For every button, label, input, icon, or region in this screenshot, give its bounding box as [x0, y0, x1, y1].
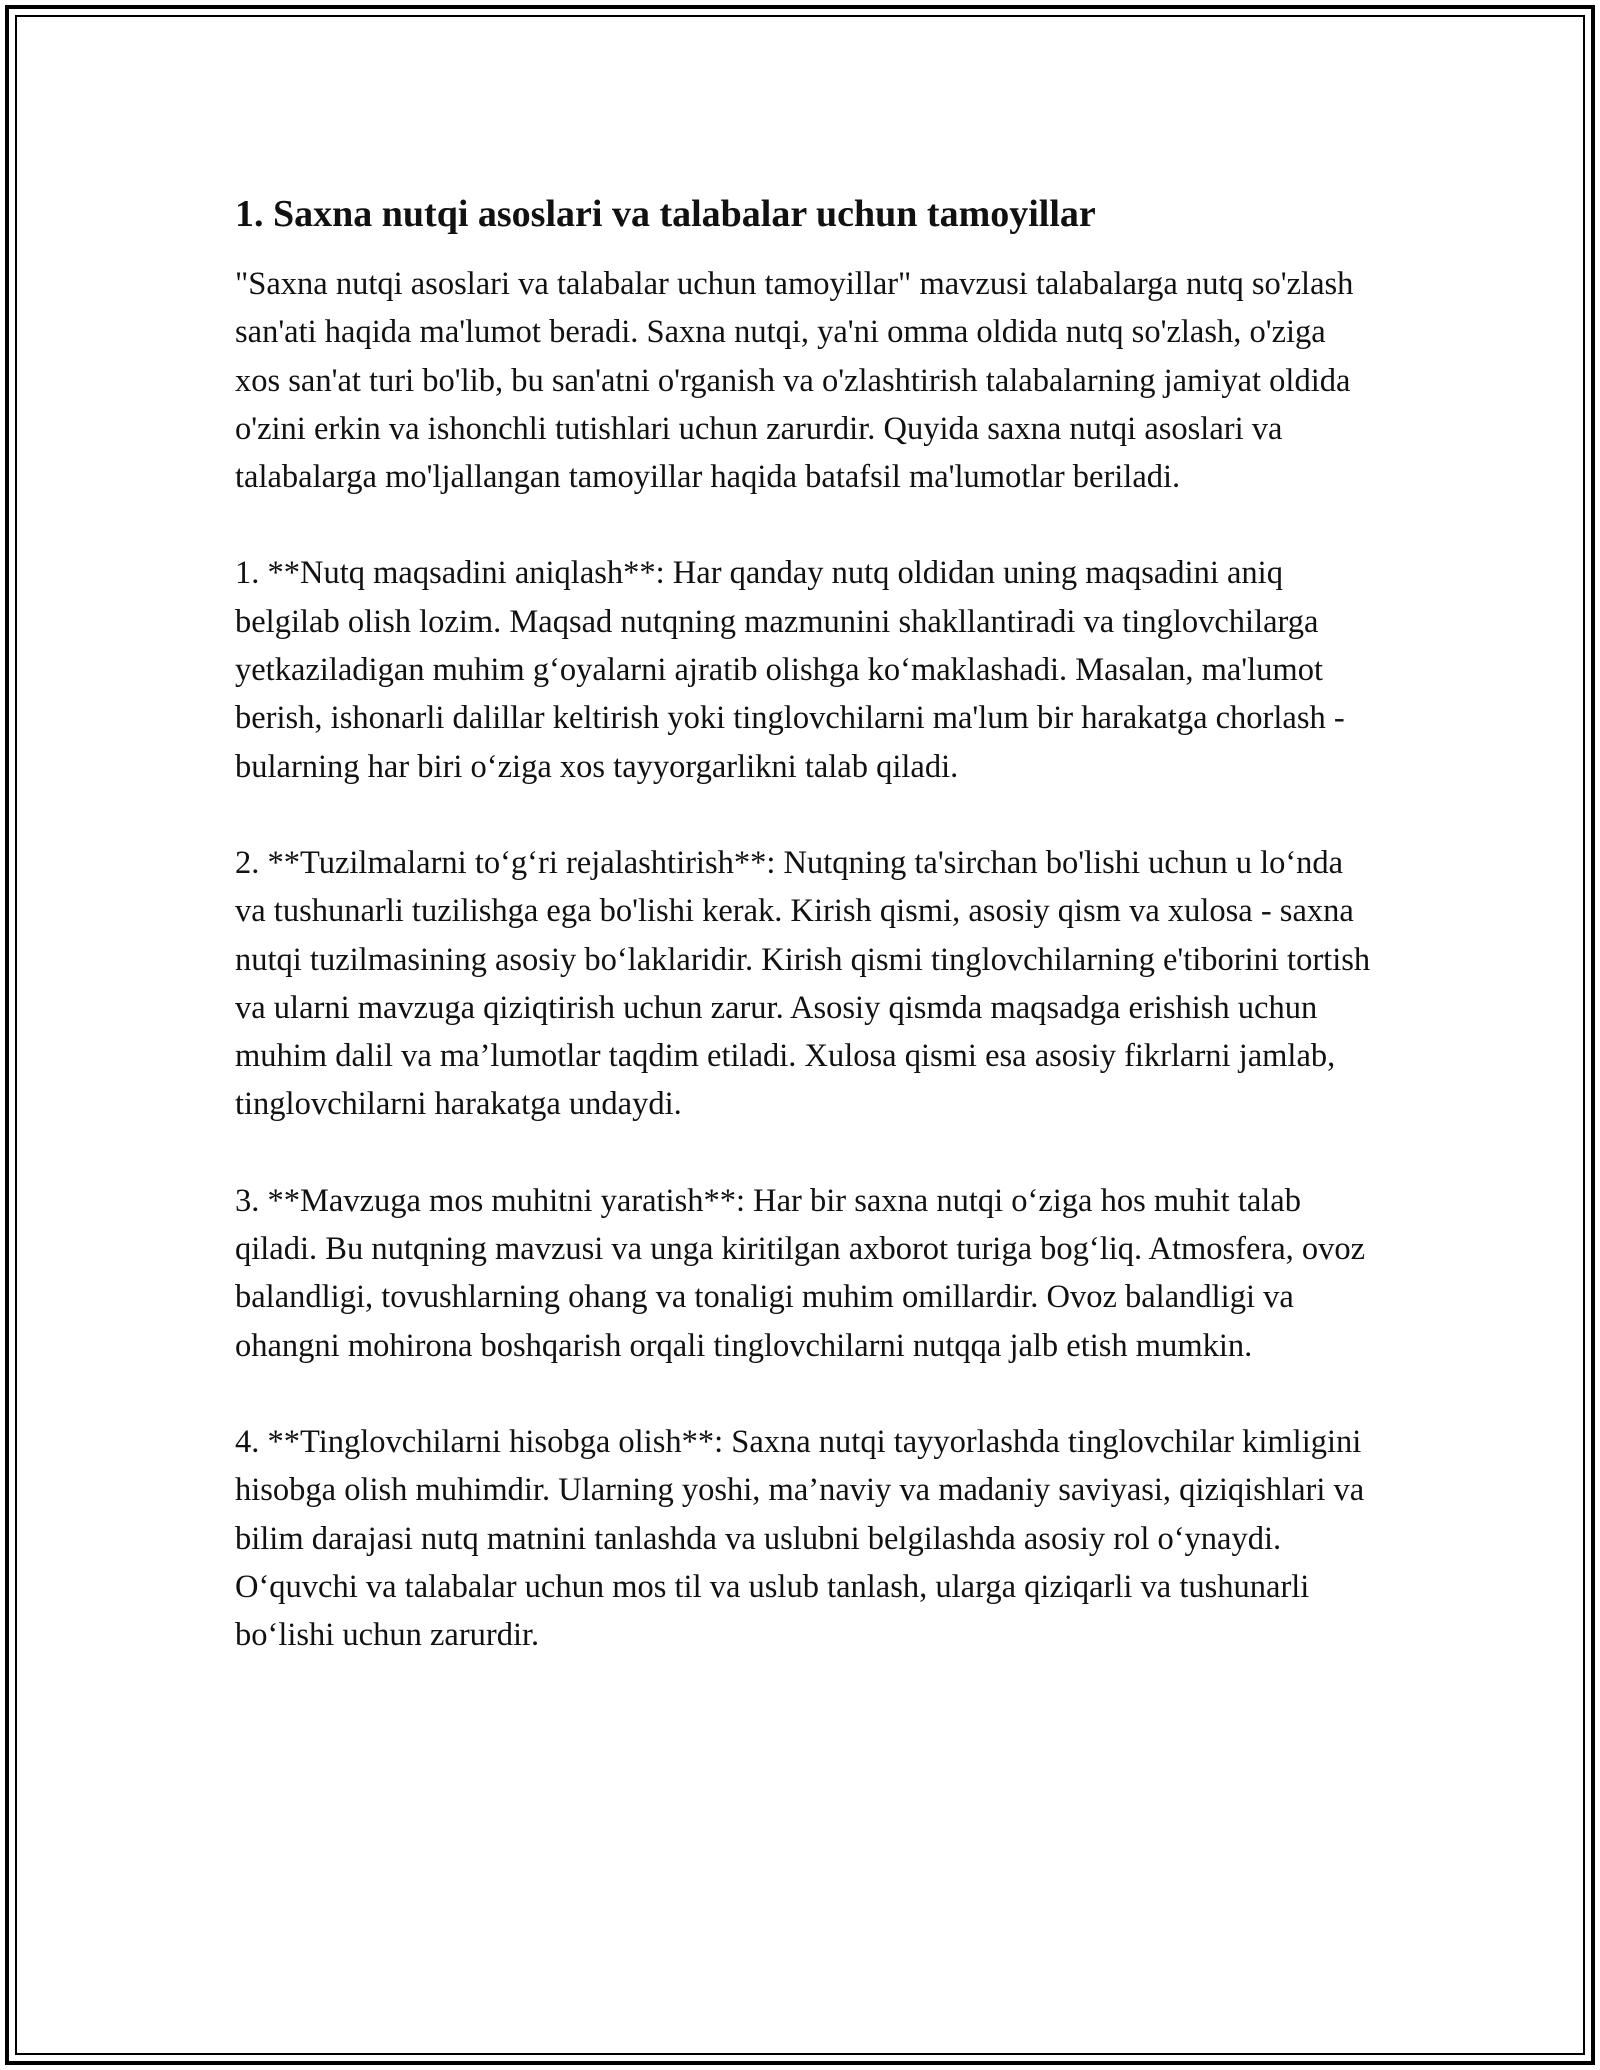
document-title: 1. Saxna nutqi asoslari va talabalar uchun tamoyillar — [235, 193, 1096, 235]
paragraph-point-3: 3. **Mavzuga mos muhitni yaratish**: Har bir saxna nutqi o‘ziga hos muhit talab qiladi. Bu nutqning mavzusi va unga kiritilgan axborot turiga bog‘liq. Atmosfera, ovoz balandligi, tovushlarning ohang va tonaligi muhim omillardir. Ovoz balandligi va ohangni mohirona boshqarish orqali tinglovchilarni nutqqa jalb etish mumkin. — [235, 1182, 1366, 1364]
paragraph-point-2: 2. **Tuzilmalarni to‘g‘ri rejalashtirish**: Nutqning ta'sirchan bo'lishi uchun u lo‘nda va tushunarli tuzilishga ega bo'lishi kerak. Kirish qismi, asosiy qism va xulosa - saxna nutqi tuzilmasining asosiy bo‘laklaridir. Kirish qismi tinglovchilarning e'tiborini tortish va ularni mavzuga qiziqtirish uchun zarur. Asosiy qismda maqsadga erishish uchun muhim dalil va ma’lumotlar taqdim etiladi. Xulosa qismi esa asosiy fikrlarni jamlab, tinglovchilarni harakatga undaydi. — [235, 844, 1371, 1123]
document-body — [235, 186, 1375, 1707]
paragraph-intro: "Saxna nutqi asoslari va talabalar uchun tamoyillar" mavzusi talabalarga nutq so'zlash san'ati haqida ma'lumot beradi. Saxna nutqi, ya'ni omma oldida nutq so'zlash, o'ziga xos san'at turi bo'lib, bu san'atni o'rganish va o'zlashtirish talabalarning jamiyat oldida o'zini erkin va ishonchli tutishlari uchun zarurdir. Quyida saxna nutqi asoslari va talabalarga mo'ljallangan tamoyillar haqida batafsil ma'lumotlar beriladi. — [235, 266, 1354, 496]
paragraph-point-4: 4. **Tinglovchilarni hisobga olish**: Saxna nutqi tayyorlashda tinglovchilar kimligini hisobga olish muhimdir. Ularning yoshi, ma’naviy va madaniy saviyasi, qiziqishlari va bilim darajasi nutq matnini tanlashda va uslubni belgilashda asosiy rol o‘ynaydi. O‘quvchi va talabalar uchun mos til va uslub tanlash, ularga qiziqarli va tushunarli bo‘lishi uchun zarurdir. — [235, 1423, 1365, 1654]
paragraph-point-1: 1. **Nutq maqsadini aniqlash**: Har qanday nutq oldidan uning maqsadini aniq belgilab olish lozim. Maqsad nutqning mazmunini shakllantiradi va tinglovchilarga yetkaziladigan muhim g‘oyalarni ajratib olishga ko‘maklashadi. Masalan, ma'lumot berish, ishonarli dalillar keltirish yoki tinglovchilarni ma'lum bir harakatga chorlash - bularning har biri o‘ziga xos tayyorgarlikni talab qiladi. — [235, 555, 1345, 785]
